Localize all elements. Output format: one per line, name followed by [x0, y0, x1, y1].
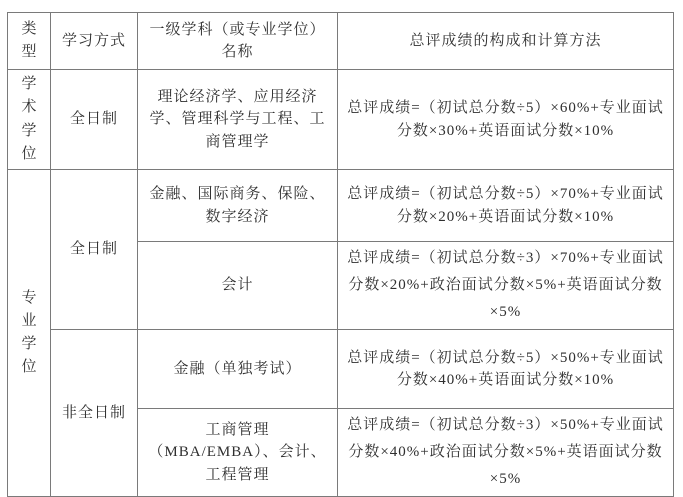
formula-cell: 总评成绩=（初试总分数÷5）×60%+专业面试分数×30%+英语面试分数×10%	[338, 70, 674, 170]
admission-score-table	[7, 12, 674, 497]
study-mode-fulltime-academic: 全日制	[51, 70, 138, 170]
header-discipline: 一级学科（或专业学位）名称	[138, 13, 338, 70]
degree-type-academic	[8, 70, 51, 170]
header-type	[8, 13, 51, 70]
formula-cell: 总评成绩=（初试总分数÷5）×50%+专业面试分数×40%+英语面试分数×10%	[338, 330, 674, 409]
header-type-label: 类型	[21, 20, 37, 60]
table-row	[8, 170, 674, 242]
table-row	[8, 70, 674, 170]
degree-type-academic-label: 学术学位	[21, 76, 37, 162]
degree-type-professional	[8, 170, 51, 497]
formula-cell: 总评成绩=（初试总分数÷3）×50%+专业面试分数×40%+政治面试分数×5%+英语面试分数×5%	[338, 409, 674, 497]
study-mode-parttime: 非全日制	[51, 330, 138, 497]
discipline-cell: 理论经济学、应用经济学、管理科学与工程、工商管理学	[138, 70, 338, 170]
discipline-cell: 金融、国际商务、保险、数字经济	[138, 170, 338, 242]
header-study-mode: 学习方式	[51, 13, 138, 70]
formula-cell: 总评成绩=（初试总分数÷5）×70%+专业面试分数×20%+英语面试分数×10%	[338, 170, 674, 242]
header-row	[8, 13, 674, 70]
discipline-cell: 金融（单独考试）	[138, 330, 338, 409]
formula-cell: 总评成绩=（初试总分数÷3）×70%+专业面试分数×20%+政治面试分数×5%+英语面试分数×5%	[338, 242, 674, 330]
study-mode-fulltime-professional: 全日制	[51, 170, 138, 330]
table-row	[8, 330, 674, 409]
header-formula: 总评成绩的构成和计算方法	[338, 13, 674, 70]
discipline-cell: 会计	[138, 242, 338, 330]
discipline-cell: 工商管理（MBA/EMBA）、会计、工程管理	[138, 409, 338, 497]
degree-type-professional-label: 专业学位	[21, 289, 37, 376]
